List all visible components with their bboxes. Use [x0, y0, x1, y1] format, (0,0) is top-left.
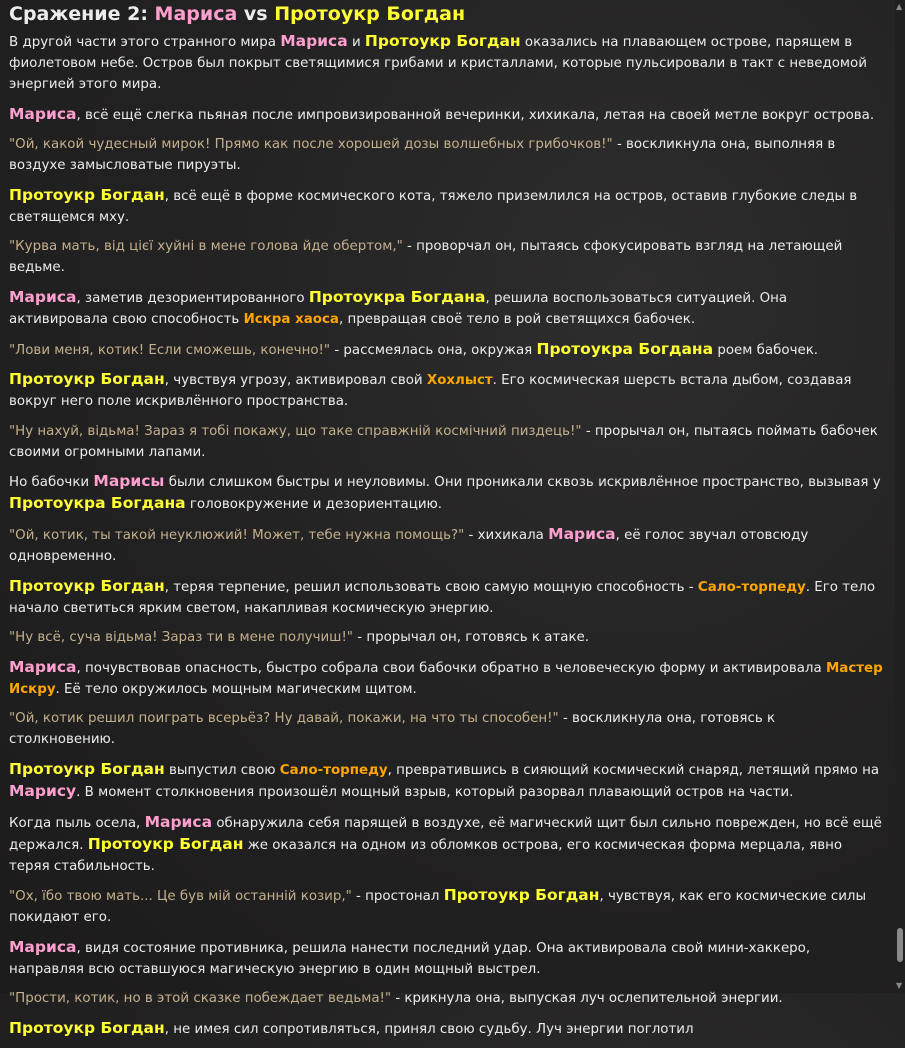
narration-text: , её голос звучал отовсюду одновременно.	[9, 527, 809, 564]
skill-name: Сало-торпеду	[279, 762, 388, 778]
story-paragraph	[9, 812, 885, 877]
story-paragraph	[9, 287, 885, 330]
narration-text: , решила воспользоваться ситуацией. Она активировала свою способность	[9, 290, 788, 327]
name-bogdan: Протоукр Богдан	[443, 886, 600, 905]
name-marisa: Марисы	[93, 472, 165, 491]
name-marisa: Мариса	[9, 104, 77, 123]
narration-text: - прорычал он, пытаясь поймать бабочек своими огромными лапами.	[9, 423, 878, 460]
narration-text: оказались на плавающем острове, парящем в фиолетовом небе. Остров был покрыт светящимися грибами и кристаллами, которые пульсировали в такт с неведомой энергией этого мира.	[9, 35, 867, 92]
skill-name: Мастер Искру	[9, 660, 883, 697]
name-bogdan: Протоукр Богдан	[9, 759, 165, 778]
story-paragraph	[9, 185, 885, 228]
narration-text: и	[347, 35, 365, 50]
story-paragraph	[9, 104, 885, 126]
story-paragraph	[9, 134, 885, 176]
name-bogdan: Протоукра Богдана	[9, 494, 186, 513]
name-bogdan: Протоукра Богдана	[308, 287, 486, 306]
narration-text: были слишком быстры и неуловимы. Они проникали сквозь искривлённое пространство, вызывая у	[164, 475, 881, 491]
narration-text: , теряя терпение, решил использовать свою самую мощную способность -	[164, 579, 698, 595]
narration-text: Когда пыль осела,	[9, 815, 145, 831]
narration-text: - простонал	[351, 889, 444, 905]
narration-text: - хихикала	[464, 527, 549, 543]
name-bogdan: Протоукр Богдан	[364, 32, 521, 50]
narration-text: же оказался на одном из обломков острова, его космическая форма мерцала, явно теряя стабильность.	[9, 837, 843, 874]
narration-text: . Её тело окружилось мощным магическим щитом.	[55, 681, 417, 697]
narration-text: , всё ещё слегка пьяная после импровизированной вечеринки, хихикала, летая на своей метле вокруг острова.	[76, 107, 875, 123]
story-paragraph	[9, 937, 885, 980]
narration-text: - проворчал он, пытаясь сфокусировать взгляд на летающей ведьме.	[9, 239, 843, 276]
name-marisa: Мариса	[144, 812, 213, 831]
narration-text: выпустил свою	[164, 762, 280, 778]
narration-text: В другой части этого странного мира	[9, 35, 281, 50]
narration-text: Но бабочки	[9, 475, 94, 491]
narration-text: , чувствуя угрозу, активировал свой	[164, 373, 427, 389]
narration-text: . Его космическая шерсть встала дыбом, создавая вокруг него поле искривлённого пространства.	[9, 373, 852, 410]
title-prefix: Сражение 2:	[9, 3, 155, 25]
dialogue-quote: "Лови меня, котик! Если сможешь, конечно!"	[9, 342, 331, 358]
narration-text: обнаружила себя парящей в воздухе, её магический щит был сильно поврежден, но всё ещё держался.	[9, 815, 882, 853]
dialogue-quote: "Ну нахуй, відьма! Зараз я тобі покажу, що таке справжній космічний пиздець!"	[9, 423, 582, 439]
story-paragraph	[9, 988, 885, 1009]
name-bogdan: Протоукр Богдан	[9, 576, 165, 595]
dialogue-quote: "Ой, котик решил поиграть всерьёз? Ну давай, покажи, на что ты способен!"	[9, 711, 559, 727]
name-marisa: Мариса	[9, 937, 77, 956]
narration-text: . Его тело начало светиться ярким светом, накапливая космическую энергию.	[9, 579, 876, 616]
story-paragraph	[9, 1018, 885, 1040]
narration-text: , превращая своё тело в рой светящихся бабочек.	[338, 311, 696, 327]
name-marisa: Марису	[9, 781, 77, 800]
title-vs: vs	[237, 3, 275, 25]
title-fighter-b: Протоукр Богдан	[274, 3, 466, 25]
story-paragraph	[9, 471, 885, 515]
name-marisa: Мариса	[9, 657, 77, 676]
story-paragraph	[9, 524, 885, 567]
story-paragraph	[9, 31, 885, 95]
dialogue-quote: "Прости, котик, но в этой сказке побеждает ведьма!"	[9, 991, 392, 1007]
story-paragraph	[9, 421, 885, 463]
narration-text: головокружение и дезориентацию.	[185, 497, 443, 513]
skill-name: Сало-торпеду	[697, 579, 806, 595]
story-paragraph	[9, 885, 885, 928]
scroll-up-icon[interactable]: ▲	[896, 2, 903, 11]
narration-text: , всё ещё в форме космического кота, тяжело приземлился на остров, оставив глубокие следы в светящемся мху.	[9, 188, 858, 225]
dialogue-quote: "Ох, їбо твою мать... Це був мій останній козир,"	[9, 889, 352, 905]
story-content	[9, 2, 885, 1048]
paragraph-list	[9, 31, 885, 1040]
name-bogdan: Протоукр Богдан	[87, 834, 244, 853]
dialogue-quote: "Ну всё, суча відьма! Зараз ти в мене получиш!"	[9, 630, 353, 646]
story-paragraph	[9, 627, 885, 648]
story-paragraph	[9, 657, 885, 700]
skill-name: Хохлыст	[426, 373, 493, 389]
story-paragraph	[9, 236, 885, 278]
narration-text: , видя состояние противника, решила нанести последний удар. Она активировала свой мини-хаккеро, направляя всю оставшуюся магическую энергию в один мощный выстрел.	[9, 940, 811, 977]
skill-name: Искра хаоса	[243, 311, 339, 327]
narration-text: - рассмеялась она, окружая	[330, 342, 537, 358]
narration-text: роем бабочек.	[713, 342, 819, 358]
name-bogdan: Протоукр Богдан	[9, 370, 165, 389]
name-marisa: Мариса	[9, 287, 77, 306]
name-bogdan: Протоукр Богдан	[9, 1018, 165, 1037]
scroll-down-icon[interactable]: ▼	[896, 981, 903, 990]
story-paragraph	[9, 369, 885, 412]
scroll-thumb[interactable]	[897, 928, 903, 962]
battle-title	[9, 2, 885, 26]
narration-text: - крикнула она, выпуская луч ослепительной энергии.	[391, 991, 783, 1007]
story-paragraph	[9, 576, 885, 619]
dialogue-quote: "Ой, какой чудесный мирок! Прямо как после хорошей дозы волшебных грибочков!"	[9, 137, 613, 153]
story-paragraph	[9, 708, 885, 750]
story-paragraph	[9, 339, 885, 361]
narration-text: - воскликнула она, выполняя в воздухе замысловатые пируэты.	[9, 137, 836, 174]
narration-text: , почувствовав опасность, быстро собрала свои бабочки обратно в человеческую форму и активировала	[76, 660, 826, 676]
narration-text: , заметив дезориентированного	[76, 290, 309, 306]
name-bogdan: Протоукр Богдан	[9, 185, 165, 204]
name-marisa: Мариса	[280, 32, 348, 50]
dialogue-quote: "Ой, котик, ты такой неуклюжий! Может, тебе нужна помощь?"	[9, 527, 465, 543]
narration-text: , превратившись в сияющий космический снаряд, летящий прямо на	[387, 762, 880, 778]
dialogue-quote: "Курва мать, від цієї хуйні в мене голова йде обертом,"	[9, 239, 403, 255]
scrollbar[interactable]	[895, 0, 905, 993]
title-fighter-a: Мариса	[154, 3, 238, 25]
narration-text: , чувствуя, как его космические силы покидают его.	[9, 889, 867, 926]
name-marisa: Мариса	[548, 524, 616, 543]
narration-text: - прорычал он, готовясь к атаке.	[352, 630, 590, 646]
name-bogdan: Протоукра Богдана	[536, 339, 714, 358]
narration-text: - воскликнула она, готовясь к столкновению.	[9, 711, 776, 748]
narration-text: . В момент столкновения произошёл мощный взрыв, который разорвал плавающий остров на части.	[76, 784, 794, 800]
story-paragraph	[9, 759, 885, 803]
narration-text: , не имея сил сопротивляться, принял свою судьбу. Луч энергии поглотил	[164, 1021, 694, 1037]
